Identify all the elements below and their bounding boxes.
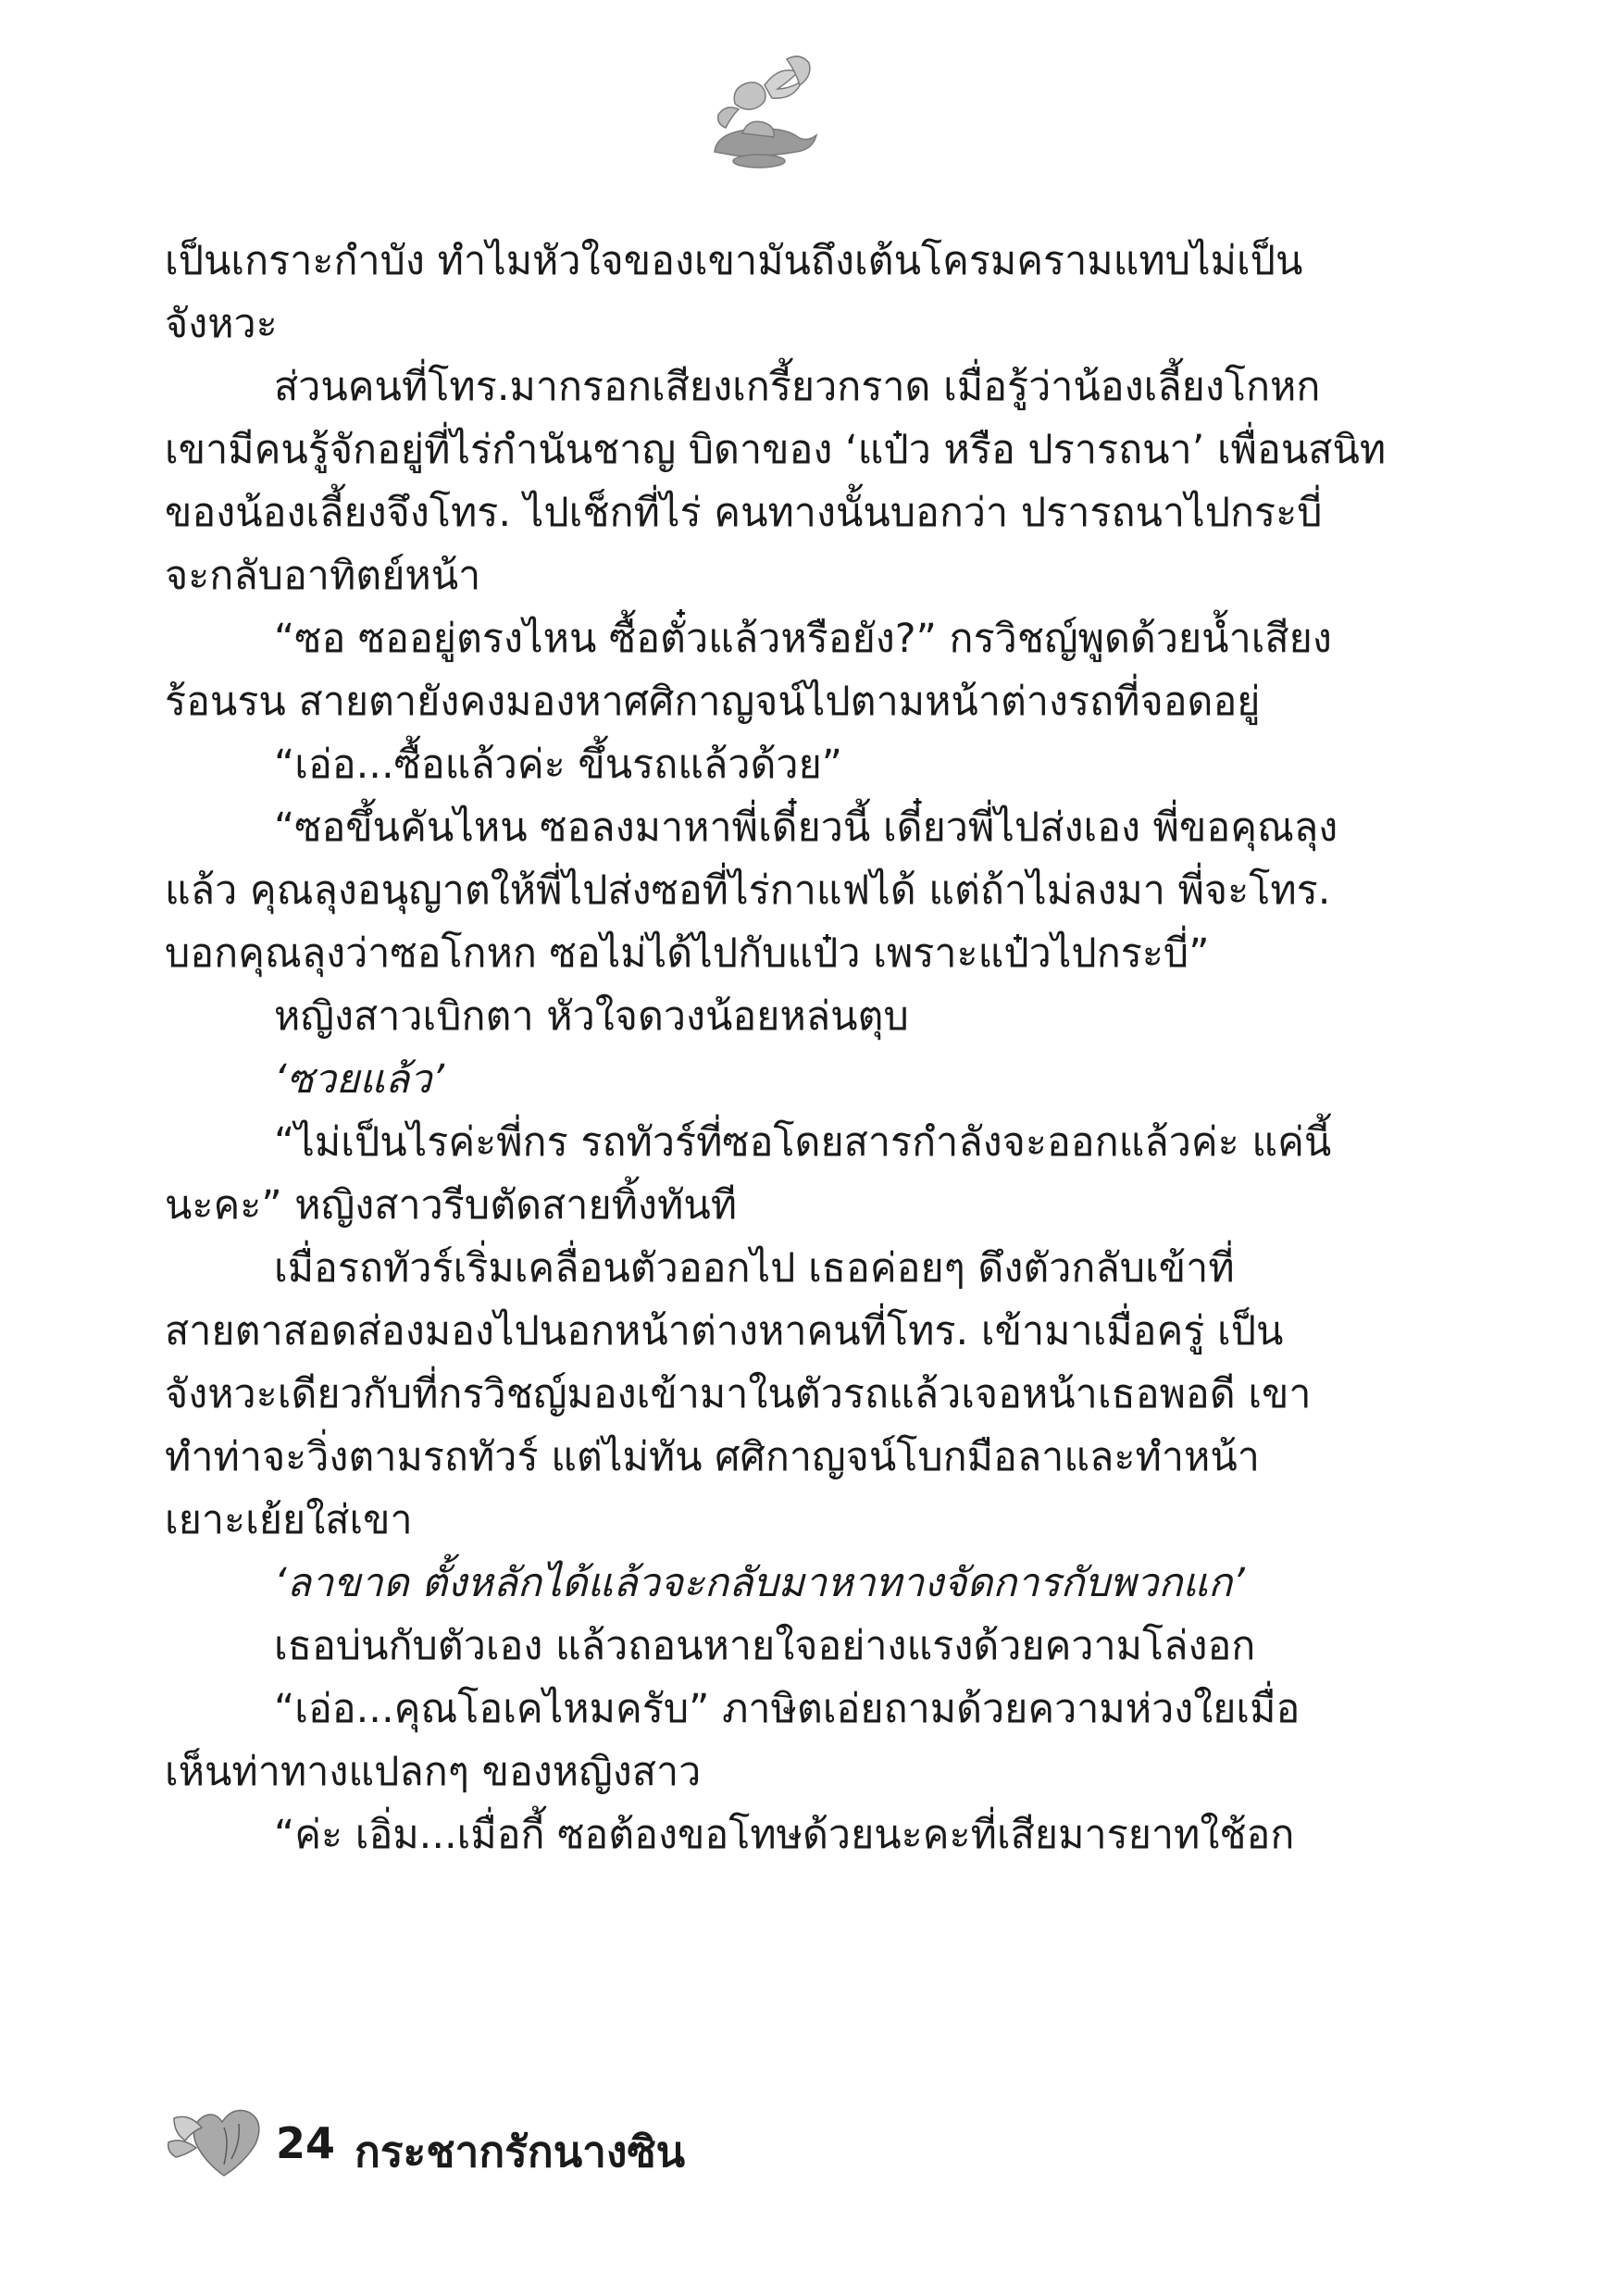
text-line: เป็นเกราะกำบัง ทำไมหัวใจของเขามันถึงเต้นโครมครามแทบไม่เป็น bbox=[165, 238, 1303, 284]
heart-flower-icon bbox=[165, 2100, 267, 2183]
text-line: ‘ซวยแล้ว’ bbox=[274, 1056, 445, 1103]
text-line: แล้ว คุณลุงอนุญาตให้พี่ไปส่งซอที่ไร่กาแฟได้ แต่ถ้าไม่ลงมา พี่จะโทร. bbox=[165, 867, 1331, 914]
text-line: เขามีคนรู้จักอยู่ที่ไร่กำนันชาญ บิดาของ ‘แป๋ว หรือ ปรารถนา’ เพื่อนสนิท bbox=[165, 427, 1387, 473]
text-line: “ซอขึ้นคันไหน ซอลงมาหาพี่เดี๋ยวนี้ เดี๋ยวพี่ไปส่งเอง พี่ขอคุณลุง bbox=[274, 805, 1338, 851]
text-line: “เอ่อ...ซื้อแล้วค่ะ ขึ้นรถแล้วด้วย” bbox=[274, 742, 843, 788]
body-text bbox=[165, 230, 1387, 1866]
text-line: เมื่อรถทัวร์เริ่มเคลื่อนตัวออกไป เธอค่อยๆ ดึงตัวกลับเข้าที่ bbox=[274, 1245, 1235, 1292]
text-line: สายตาสอดส่องมองไปนอกหน้าต่างหาคนที่โทร. เข้ามาเมื่อครู่ เป็น bbox=[165, 1308, 1284, 1354]
text-line: “ค่ะ เอิ่ม...เมื่อกี้ ซอต้องขอโทษด้วยนะคะที่เสียมารยาทใช้อก bbox=[274, 1812, 1295, 1858]
text-line: “ซอ ซออยู่ตรงไหน ซื้อตั๋วแล้วหรือยัง?” กรวิชญ์พูดด้วยน้ำเสียง bbox=[274, 616, 1332, 662]
text-line: ร้อนรน สายตายังคงมองหาศศิกาญจน์ไปตามหน้าต่างรถที่จอดอยู่ bbox=[165, 679, 1261, 725]
genie-lamp-icon bbox=[698, 48, 822, 178]
text-line: เธอบ่นกับตัวเอง แล้วถอนหายใจอย่างแรงด้วยความโล่งอก bbox=[274, 1623, 1256, 1669]
text-line: บอกคุณลุงว่าซอโกหก ซอไม่ได้ไปกับแป๋ว เพราะแป๋วไปกระบี่” bbox=[165, 930, 1210, 977]
page-footer bbox=[165, 2100, 905, 2183]
text-line: หญิงสาวเบิกตา หัวใจดวงน้อยหล่นตุบ bbox=[274, 993, 909, 1040]
text-line: จังหวะเดียวกับที่กรวิชญ์มองเข้ามาในตัวรถแล้วเจอหน้าเธอพอดี เขา bbox=[165, 1371, 1312, 1417]
text-line: จะกลับอาทิตย์หน้า bbox=[165, 553, 481, 599]
text-line: ของน้องเลี้ยงจึงโทร. ไปเช็กที่ไร่ คนทางนั้นบอกว่า ปรารถนาไปกระบี่ bbox=[165, 490, 1323, 536]
text-line: ‘ลาขาด ตั้งหลักได้แล้วจะกลับมาหาทางจัดการกับพวกแก’ bbox=[274, 1560, 1245, 1606]
text-line: นะคะ” หญิงสาวรีบตัดสายทิ้งทันที bbox=[165, 1182, 738, 1229]
page-number: 24 bbox=[276, 2118, 336, 2168]
text-line: จังหวะ bbox=[165, 301, 278, 347]
text-line: เห็นท่าทางแปลกๆ ของหญิงสาว bbox=[165, 1749, 702, 1795]
text-line: “ไม่เป็นไรค่ะพี่กร รถทัวร์ที่ซอโดยสารกำลังจะออกแล้วค่ะ แค่นี้ bbox=[274, 1119, 1332, 1166]
text-line: ส่วนคนที่โทร.มากรอกเสียงเกรี้ยวกราด เมื่อรู้ว่าน้องเลี้ยงโกหก bbox=[274, 364, 1321, 410]
text-line: เยาะเย้ยใส่เขา bbox=[165, 1497, 413, 1543]
text-line: ทำท่าจะวิ่งตามรถทัวร์ แต่ไม่ทัน ศศิกาญจน์โบกมือลาและทำหน้า bbox=[165, 1434, 1260, 1480]
text-line: “เอ่อ...คุณโอเคไหมครับ” ภาษิตเอ่ยถามด้วยความห่วงใยเมื่อ bbox=[274, 1686, 1301, 1732]
book-title: กระชากรักนางซิน bbox=[355, 2127, 686, 2177]
